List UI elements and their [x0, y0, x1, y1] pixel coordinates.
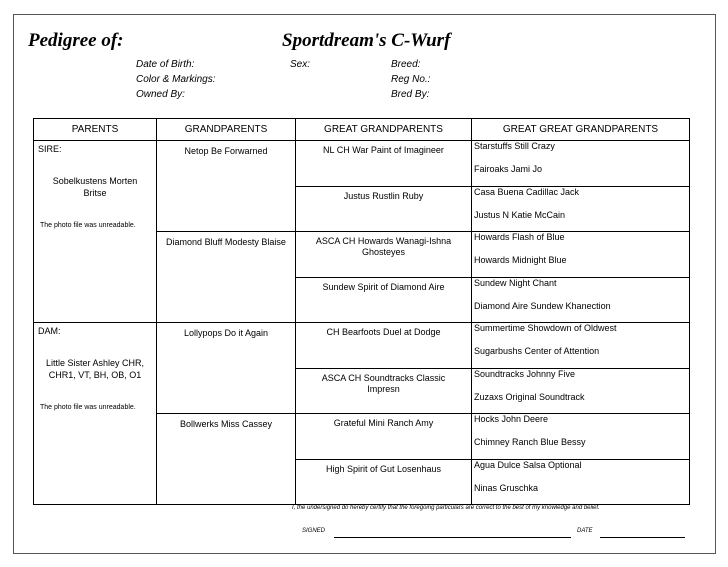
pedigree-label: Pedigree of: [28, 30, 124, 51]
sire-great-grandparent-1: NL CH War Paint of Imagineer [296, 141, 472, 187]
signature-line [334, 537, 571, 538]
ggg-cell [472, 459, 690, 505]
dam-ggg-1: Summertime Showdown of Oldwest [474, 323, 617, 333]
dam-grandparent-2: Bollwerks Miss Cassey [157, 414, 296, 505]
ggg-cell [472, 414, 690, 460]
bred-by-label: Bred By: [391, 89, 430, 100]
dam-great-grandparent-4: High Spirit of Gut Losenhaus [296, 459, 472, 505]
sire-photo-note: The photo file was unreadable. [40, 222, 136, 229]
sire-ggg-2: Fairoaks Jami Jo [474, 164, 543, 174]
dam-ggg-4: Zuzaxs Original Soundtrack [474, 391, 585, 402]
dam-cell [34, 323, 157, 505]
sire-ggg-8: Diamond Aire Sundew Khanection [474, 300, 611, 311]
column-header: GREAT GRANDPARENTS [296, 119, 472, 141]
ggg-cell [472, 277, 690, 323]
dam-grandparent-1: Lollypops Do it Again [157, 323, 296, 414]
sire-ggg-7: Sundew Night Chant [474, 277, 557, 288]
reg-no-label: Reg No.: [391, 74, 431, 85]
sire-name: Sobelkustens Morten Britse [52, 176, 138, 198]
date-line [600, 537, 685, 538]
date-of-birth-label: Date of Birth: [136, 59, 195, 70]
sire-ggg-3: Casa Buena Cadillac Jack [474, 186, 580, 197]
sire-ggg-5: Howards Flash of Blue [474, 232, 565, 242]
ggg-cell [472, 141, 690, 187]
dam-name: Little Sister Ashley CHR, CHR1, VT, BH, OB, O1 [45, 358, 145, 380]
dam-ggg-7: Agua Dulce Salsa Optional [474, 459, 582, 470]
ggg-cell [472, 368, 690, 414]
dam-ggg-8: Ninas Gruschka [474, 482, 539, 493]
column-header: GRANDPARENTS [157, 119, 296, 141]
table-header-row [34, 119, 690, 141]
dam-great-grandparent-1: CH Bearfoots Duel at Dodge [296, 323, 472, 369]
sex-label: Sex: [290, 59, 311, 70]
color-markings-label: Color & Markings: [136, 74, 216, 85]
ggg-cell [472, 232, 690, 278]
dam-ggg-6: Chimney Ranch Blue Bessy [474, 437, 586, 447]
sire-ggg-6: Howards Midnight Blue [474, 255, 567, 265]
dam-label: DAM: [38, 326, 61, 336]
dog-name: Sportdream's C-Wurf [282, 30, 451, 51]
sire-great-grandparent-2: Justus Rustlin Ruby [296, 186, 472, 232]
sire-cell [34, 141, 157, 323]
breed-label: Breed: [391, 59, 421, 70]
sire-ggg-1: Starstuffs Still Crazy [474, 141, 555, 151]
dam-photo-note: The photo file was unreadable. [40, 404, 136, 411]
pedigree-table [33, 118, 690, 505]
dam-great-grandparent-3: Grateful Mini Ranch Amy [296, 414, 472, 460]
date-label: DATE [577, 528, 593, 534]
signed-label: SIGNED [302, 528, 326, 534]
column-header: GREAT GREAT GRANDPARENTS [472, 119, 690, 141]
sire-grandparent-1: Netop Be Forwarned [157, 141, 296, 232]
ggg-cell [472, 323, 690, 369]
column-header: PARENTS [34, 119, 157, 141]
certification-text: I, the undersigned do hereby certify that the foregoing particulars are correct to the best of my knowledge and belief. [292, 505, 600, 511]
sire-ggg-4: Justus N Katie McCain [474, 209, 566, 220]
dam-ggg-3: Soundtracks Johnny Five [474, 368, 576, 379]
sire-great-grandparent-3: ASCA CH Howards Wanagi-Ishna Ghosteyes [296, 232, 472, 278]
sire-label: SIRE: [38, 144, 62, 154]
dam-ggg-5: Hocks John Deere [474, 414, 549, 424]
sire-grandparent-2: Diamond Bluff Modesty Blaise [157, 232, 296, 323]
sire-great-grandparent-4: Sundew Spirit of Diamond Aire [296, 277, 472, 323]
ggg-cell [472, 186, 690, 232]
dam-ggg-2: Sugarbushs Center of Attention [474, 346, 600, 356]
owned-by-label: Owned By: [136, 89, 185, 100]
dam-great-grandparent-2: ASCA CH Soundtracks Classic Impresn [296, 368, 472, 414]
